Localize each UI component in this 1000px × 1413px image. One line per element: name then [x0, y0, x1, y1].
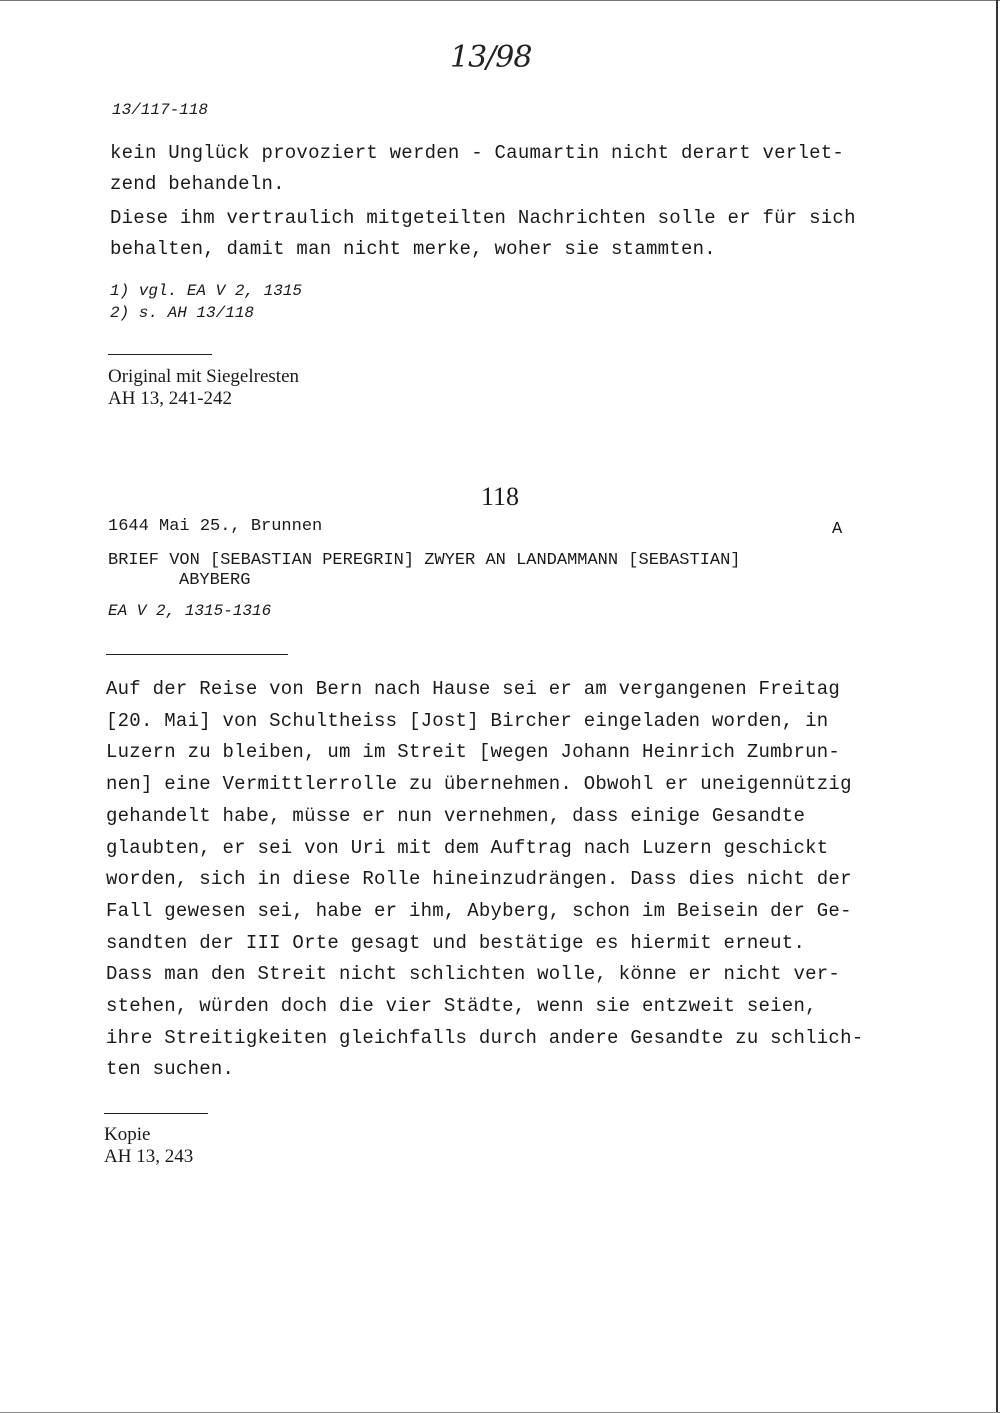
footnote: 2) s. AH 13/118: [110, 304, 255, 322]
entry-letter-tag: A: [832, 520, 843, 539]
text-line: Diese ihm vertraulich mitgeteilten Nachrichten solle er für sich: [110, 207, 856, 229]
body-line: gehandelt habe, müsse er nun vernehmen, dass einige Gesandte: [106, 804, 806, 827]
body-line: sandten der III Orte gesagt und bestätige es hiermit erneut.: [106, 931, 806, 954]
body-line: ten suchen.: [106, 1058, 235, 1081]
separator-rule: [106, 654, 288, 655]
entry-number: 118: [481, 482, 520, 511]
body-line: Auf der Reise von Bern nach Hause sei er am vergangenen Freitag: [106, 678, 841, 700]
body-line: ihre Streitigkeiten gleichfalls durch andere Gesandte zu schlich-: [106, 1026, 864, 1049]
body-line: nen] eine Vermittlerrolle zu übernehmen. Obwohl er uneigennützig: [106, 773, 852, 796]
separator-rule: [108, 354, 212, 355]
source-note: Kopie: [104, 1124, 151, 1145]
entry-body: [106, 674, 863, 1086]
footnote: 1) vgl. EA V 2, 1315: [110, 282, 303, 300]
text-line: kein Unglück provoziert werden - Caumartin nicht derart verlet-: [110, 142, 845, 164]
entry-title-continuation: ABYBERG: [179, 571, 251, 590]
entry-title: BRIEF VON [SEBASTIAN PEREGRIN] ZWYER AN LANDAMMANN [SEBASTIAN]: [108, 551, 741, 570]
body-line: [20. Mai] von Schultheiss [Jost] Bircher eingeladen worden, in: [106, 709, 829, 732]
source-note: Original mit Siegelresten: [108, 366, 300, 387]
body-line: worden, sich in diese Rolle hineinzudrängen. Dass dies nicht der: [106, 868, 852, 891]
entry-date-place: 1644 Mai 25., Brunnen: [108, 517, 323, 536]
edition-reference: EA V 2, 1315-1316: [108, 602, 272, 620]
scan-right-edge: [996, 0, 998, 1413]
body-line: glaubten, er sei von Uri mit dem Auftrag nach Luzern geschickt: [106, 836, 829, 859]
handwritten-page-number: 13/98: [450, 40, 532, 75]
running-reference: 13/117-118: [112, 101, 209, 119]
body-line: Dass man den Streit nicht schlichten wolle, könne er nicht ver-: [106, 963, 841, 986]
text-line: behalten, damit man nicht merke, woher sie stammten.: [110, 238, 716, 260]
source-note: AH 13, 243: [104, 1146, 194, 1167]
source-note: AH 13, 241-242: [108, 388, 233, 409]
text-line: zend behandeln.: [110, 173, 285, 195]
separator-rule: [104, 1113, 208, 1114]
scan-top-edge: [0, 0, 1000, 1]
body-line: Fall gewesen sei, habe er ihm, Abyberg, schon im Beisein der Ge-: [106, 899, 852, 922]
body-line: Luzern zu bleiben, um im Streit [wegen Johann Heinrich Zumbrun-: [106, 741, 841, 764]
body-line: stehen, würden doch die vier Städte, wenn sie entzweit seien,: [106, 995, 817, 1018]
